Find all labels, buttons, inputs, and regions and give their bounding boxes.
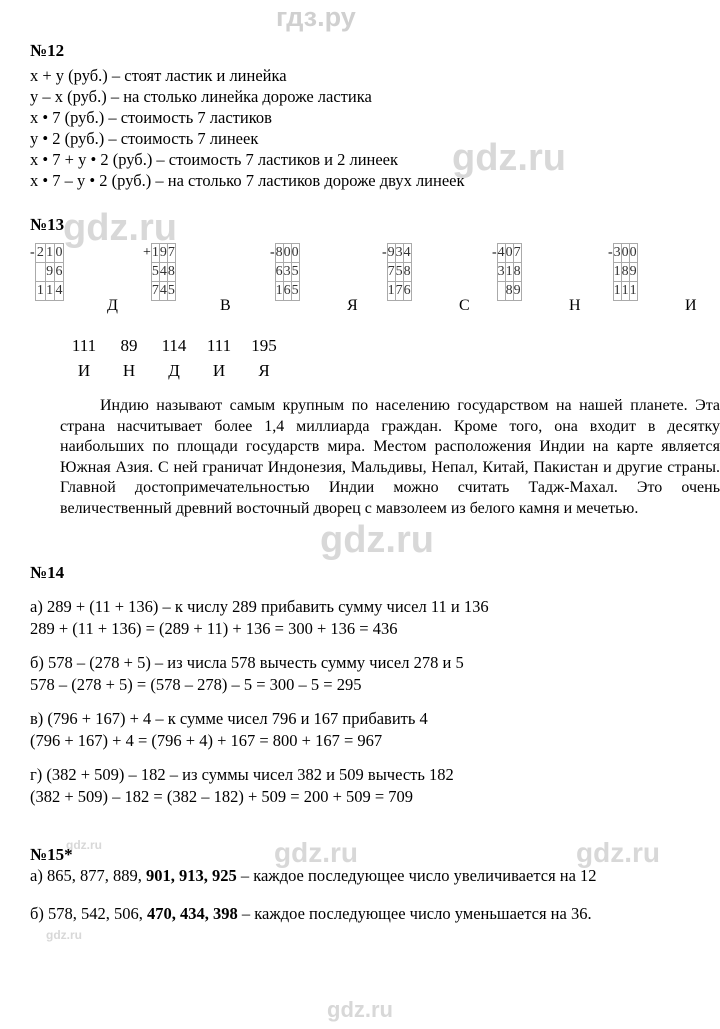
task-14-group-g (30, 764, 489, 807)
result-digit: 4 (159, 282, 167, 301)
answer-letter: Н (569, 297, 581, 314)
task-15-item-b (30, 903, 678, 924)
column-calculation (492, 243, 522, 301)
task-12-line-1: x + y (руб.) – стоят ластик и линейка (30, 66, 287, 85)
result-digit: 1 (621, 282, 629, 301)
subtrahend-digit: 9 (45, 263, 54, 282)
task-14-v-statement: в) (796 + 167) + 4 – к сумме чисел 796 и 167 прибавить 4 (30, 709, 428, 728)
minuend-digit: 0 (283, 244, 291, 263)
task-15-number: №15* (30, 845, 73, 864)
subtrahend-digit: 5 (151, 263, 159, 282)
minuend-digit: 3 (613, 244, 621, 263)
subtrahend-digit: 5 (395, 263, 403, 282)
result-digit: 7 (151, 282, 159, 301)
subtrahend-digit: 8 (403, 263, 411, 282)
key-letter: И (212, 361, 226, 380)
key-letter: Н (122, 361, 136, 380)
column-arithmetic-row (30, 243, 697, 317)
sequence-answer: 901, 913, 925 (145, 866, 237, 885)
task-14-g-statement: г) (382 + 509) – 182 – из суммы чисел 382 и 509 вычесть 182 (30, 765, 454, 784)
operator-sign: - (382, 245, 387, 260)
column-calculation (30, 243, 64, 301)
answer-key-row (60, 336, 288, 381)
watermark-small-1: gdz.ru (66, 838, 102, 852)
subtrahend-digit: 4 (159, 263, 167, 282)
operator-sign: - (608, 245, 613, 260)
result-digit: 1 (45, 282, 54, 301)
subtrahend-digit: 8 (167, 263, 175, 282)
subtrahend-digit: 1 (505, 263, 513, 282)
subtrahend-digit: 7 (387, 263, 395, 282)
spacer-cell (143, 282, 151, 301)
task-15 (30, 845, 678, 924)
task-12-line-3: x • 7 (руб.) – стоимость 7 ластиков (30, 108, 272, 127)
task-14-group-a (30, 596, 489, 639)
minuend-digit: 9 (159, 244, 167, 263)
result-digit: 1 (629, 282, 637, 301)
watermark-small-2: gdz.ru (46, 928, 82, 942)
subtrahend-digit: 6 (54, 263, 63, 282)
result-digit: 6 (403, 282, 411, 301)
subtrahend-digit: 6 (275, 263, 283, 282)
result-digit: 1 (36, 282, 45, 301)
result-digit: 9 (513, 282, 521, 301)
result-digit: 7 (395, 282, 403, 301)
result-digit: 5 (291, 282, 299, 301)
operator-sign: + (143, 245, 151, 260)
key-number: 89 (120, 336, 138, 355)
subtrahend-digit: 3 (283, 263, 291, 282)
column-calculation (270, 243, 300, 301)
task-12-line-5: x • 7 + y • 2 (руб.) – стоимость 7 ластиков и 2 линеек (30, 150, 399, 169)
india-paragraph: Индию называют самым крупным по населению государством на нашей планете. Эта страна насчитывает более 1,4 миллиарда граждан. Кроме того, она входит в десятку наибольших по площади государств мира. Местом расположения Индии на карте является Южная Азия. С ней граничат Индонезия, Мальдивы, Непал, Китай, Пакистан и другие страны. Главной достопримечательностью Индии можно считать Тадж-Махал. Это очень величественный древний восточный дворец с мавзолеем из белого камня и мечетью. (60, 397, 720, 517)
operator-sign: - (30, 245, 35, 260)
watermark-mid-1: gdz.ru (274, 837, 358, 868)
subtrahend-digit: 9 (629, 263, 637, 282)
operator-sign: - (492, 245, 497, 260)
minuend-digit: 4 (403, 244, 411, 263)
minuend-digit: 9 (387, 244, 395, 263)
minuend-digit: 0 (629, 244, 637, 263)
result-digit: 8 (505, 282, 513, 301)
task-14 (30, 563, 489, 807)
watermark-big-2: gdz.ru (63, 207, 177, 249)
task-14-a-statement: а) 289 + (11 + 136) – к числу 289 прибавить сумму чисел 11 и 136 (30, 597, 489, 616)
column-calculation (608, 243, 638, 301)
subtrahend-digit: 8 (621, 263, 629, 282)
minuend-digit: 7 (513, 244, 521, 263)
watermark-mid-2: gdz.ru (576, 837, 660, 868)
task-12-line-4: y • 2 (руб.) – стоимость 7 линеек (30, 129, 259, 148)
watermark-top: гдз.ру (276, 2, 356, 32)
key-number: 111 (71, 336, 97, 355)
subtrahend-digit: 1 (613, 263, 621, 282)
sequence-answer: 470, 434, 398 (147, 904, 238, 923)
minuend-digit: 0 (505, 244, 513, 263)
sequence-prefix: а) 865, 877, 889, (30, 866, 146, 885)
task-14-v-solution: (796 + 167) + 4 = (796 + 4) + 167 = 800 + 167 = 967 (30, 731, 383, 750)
task-14-b-solution: 578 – (278 + 5) = (578 – 278) – 5 = 300 – 5 = 295 (30, 675, 362, 694)
task-12 (30, 41, 465, 191)
minuend-digit: 1 (45, 244, 54, 263)
task-13-number: №13 (30, 215, 65, 234)
task-14-number: №14 (30, 563, 65, 582)
watermark-bottom: gdz.ru (327, 997, 393, 1022)
answer-letter: И (685, 297, 697, 314)
result-digit: 1 (387, 282, 395, 301)
minuend-digit: 8 (275, 244, 283, 263)
sequence-prefix: б) 578, 542, 506, (30, 904, 148, 923)
minuend-digit: 0 (54, 244, 63, 263)
minuend-digit: 0 (621, 244, 629, 263)
result-digit (497, 282, 505, 301)
minuend-digit: 4 (497, 244, 505, 263)
task-14-b-statement: б) 578 – (278 + 5) – из числа 578 вычесть сумму чисел 278 и 5 (30, 653, 464, 672)
task-14-a-solution: 289 + (11 + 136) = (289 + 11) + 136 = 300 + 136 = 436 (30, 619, 398, 638)
task-12-line-6: x • 7 – y • 2 (руб.) – на столько 7 ластиков дороже двух линеек (30, 171, 465, 190)
answer-letter: Д (107, 297, 118, 314)
minuend-digit: 7 (167, 244, 175, 263)
result-digit: 6 (283, 282, 291, 301)
operator-sign: - (270, 245, 275, 260)
spacer-cell (143, 263, 151, 282)
subtrahend-digit: 8 (513, 263, 521, 282)
key-letter: И (77, 361, 91, 380)
answer-letter: С (459, 297, 470, 314)
answer-letter: В (220, 297, 231, 314)
key-letter: Д (168, 361, 180, 380)
task-14-g-solution: (382 + 509) – 182 = (382 – 182) + 509 = 200 + 509 = 709 (30, 787, 414, 806)
key-number: 111 (206, 336, 232, 355)
answer-letter: Я (347, 297, 358, 314)
result-digit: 1 (275, 282, 283, 301)
result-digit: 1 (613, 282, 621, 301)
subtrahend-digit: 5 (291, 263, 299, 282)
task-14-group-v (30, 708, 489, 751)
subtrahend-digit (36, 263, 45, 282)
minuend-digit: 0 (291, 244, 299, 263)
minuend-digit: 1 (151, 244, 159, 263)
answer-key-numbers (60, 336, 288, 356)
minuend-digit: 2 (36, 244, 45, 263)
task-15-item-a (30, 865, 678, 886)
watermark-big-3: gdz.ru (320, 519, 434, 561)
result-digit: 4 (54, 282, 63, 301)
task-14-group-b (30, 652, 489, 695)
watermark-big-1: gdz.ru (452, 137, 566, 179)
subtrahend-digit: 3 (497, 263, 505, 282)
task-12-line-2: y – x (руб.) – на столько линейка дороже ластика (30, 87, 372, 106)
column-calculation (143, 243, 176, 301)
column-calculation (382, 243, 412, 301)
key-number: 114 (161, 336, 187, 355)
minuend-digit: 3 (395, 244, 403, 263)
answer-key-letters (60, 361, 288, 381)
result-digit: 5 (167, 282, 175, 301)
sequence-explanation: – каждое последующее число увеличивается на 12 (236, 866, 597, 885)
key-number: 195 (251, 336, 277, 355)
key-letter: Я (258, 361, 270, 380)
sequence-explanation: – каждое последующее число уменьшается на 36. (237, 904, 592, 923)
task-12-number: №12 (30, 41, 65, 60)
